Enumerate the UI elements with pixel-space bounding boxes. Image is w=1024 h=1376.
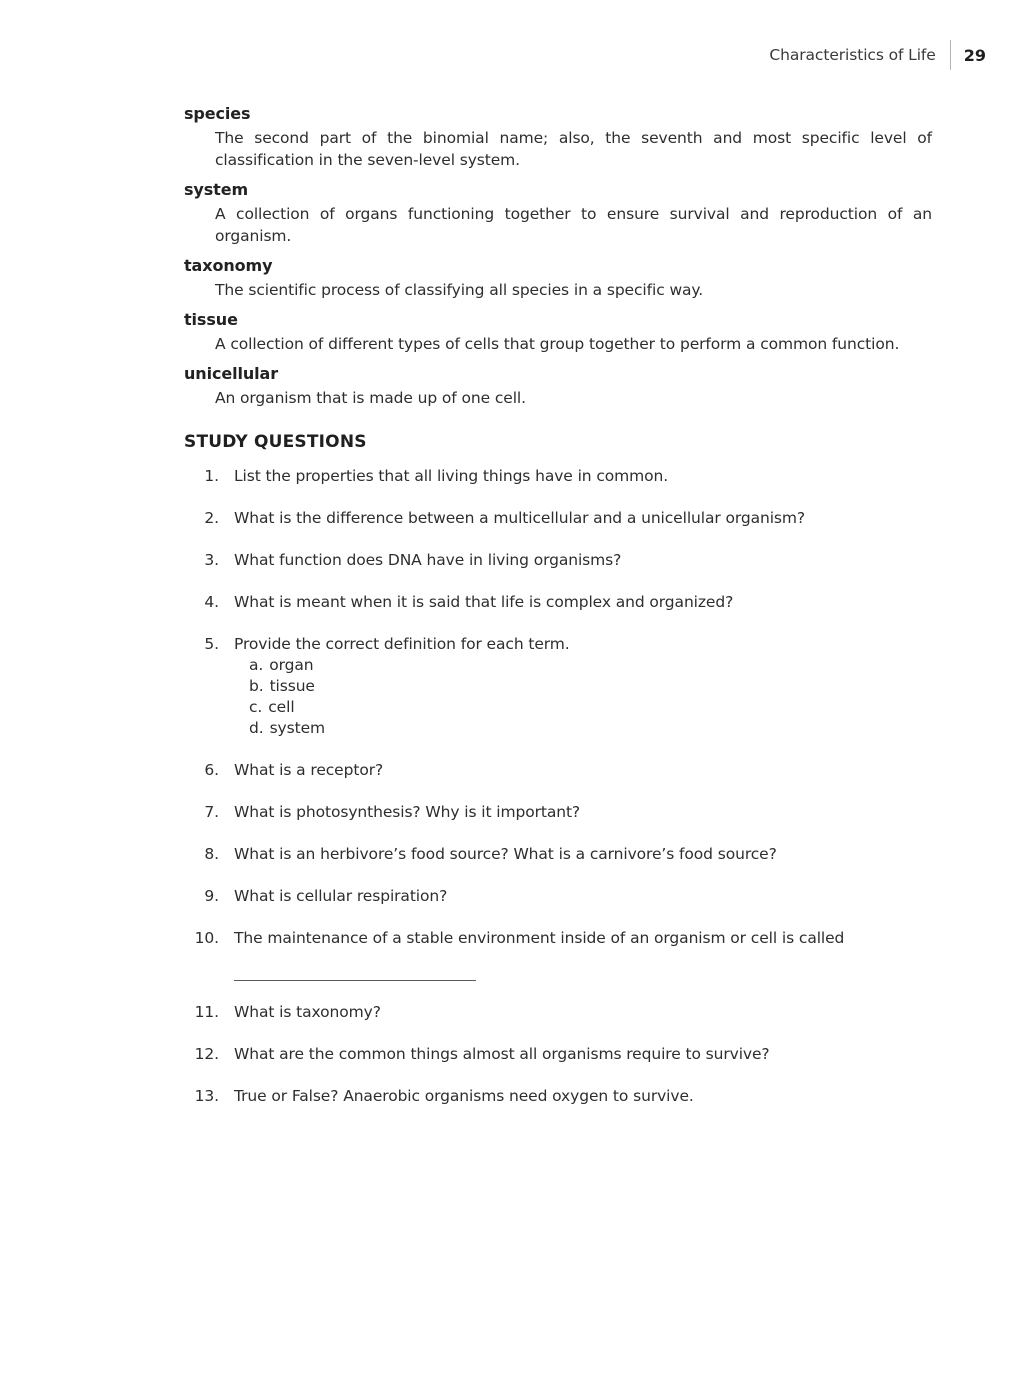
glossary-term: unicellular bbox=[184, 364, 279, 383]
question-number: 11. bbox=[194, 1003, 219, 1021]
glossary-definition: The second part of the binomial name; also, the seventh and most specific level of classification in the seven-level system. bbox=[215, 129, 932, 169]
question-text: What is photosynthesis? Why is it important? bbox=[234, 803, 581, 821]
sub-item bbox=[249, 655, 932, 676]
question-item bbox=[184, 507, 932, 529]
question-text: What is a receptor? bbox=[234, 761, 384, 779]
question-text-group bbox=[234, 927, 932, 981]
glossary-definition: A collection of organs functioning together to ensure survival and reproduction of an organism. bbox=[215, 205, 932, 245]
glossary-entry bbox=[184, 179, 932, 247]
question-text: Provide the correct definition for each term. bbox=[234, 635, 570, 653]
glossary-definition: A collection of different types of cells that group together to perform a common function. bbox=[215, 335, 900, 353]
page-content bbox=[184, 103, 932, 1127]
question-item bbox=[184, 549, 932, 571]
sub-item-text: cell bbox=[268, 698, 295, 716]
sub-item-label: a. bbox=[249, 656, 264, 674]
question-item bbox=[184, 465, 932, 487]
question-number: 9. bbox=[204, 887, 219, 905]
page-header bbox=[769, 40, 986, 70]
question-text-group bbox=[234, 633, 932, 739]
question-number: 8. bbox=[204, 845, 219, 863]
question-item bbox=[184, 1001, 932, 1023]
question-number: 13. bbox=[194, 1087, 219, 1105]
question-number: 4. bbox=[204, 593, 219, 611]
question-number: 1. bbox=[204, 467, 219, 485]
question-number: 7. bbox=[204, 803, 219, 821]
glossary-term: system bbox=[184, 180, 249, 199]
sub-item-text: tissue bbox=[269, 677, 315, 695]
question-item bbox=[184, 927, 932, 981]
question-text: What is an herbivore’s food source? What is a carnivore’s food source? bbox=[234, 845, 777, 863]
glossary-term: taxonomy bbox=[184, 256, 273, 275]
sub-item-text: organ bbox=[269, 656, 314, 674]
question-item bbox=[184, 843, 932, 865]
question-text: What is cellular respiration? bbox=[234, 887, 448, 905]
page-number: 29 bbox=[963, 45, 986, 65]
sub-item-text: system bbox=[269, 719, 326, 737]
sub-item-label: d. bbox=[249, 719, 264, 737]
question-number: 5. bbox=[204, 635, 219, 653]
glossary-entry bbox=[184, 309, 932, 355]
glossary-entry bbox=[184, 363, 932, 409]
chapter-title: Characteristics of Life bbox=[769, 46, 936, 64]
question-text: True or False? Anaerobic organisms need oxygen to survive. bbox=[234, 1087, 694, 1105]
question-number: 3. bbox=[204, 551, 219, 569]
glossary bbox=[184, 103, 932, 409]
question-number: 2. bbox=[204, 509, 219, 527]
question-item bbox=[184, 1043, 932, 1065]
study-questions-list bbox=[184, 465, 932, 1107]
glossary-entry bbox=[184, 255, 932, 301]
sub-item-label: b. bbox=[249, 677, 264, 695]
sub-item bbox=[249, 676, 932, 697]
question-sub-list bbox=[234, 655, 932, 739]
study-questions-heading: STUDY QUESTIONS bbox=[184, 432, 367, 452]
question-item bbox=[184, 1085, 932, 1107]
question-number: 12. bbox=[194, 1045, 219, 1063]
question-item bbox=[184, 801, 932, 823]
glossary-definition: An organism that is made up of one cell. bbox=[215, 389, 526, 407]
glossary-term: tissue bbox=[184, 310, 238, 329]
sub-item bbox=[249, 718, 932, 739]
question-text: What is meant when it is said that life is complex and organized? bbox=[234, 593, 734, 611]
question-text: What are the common things almost all organisms require to survive? bbox=[234, 1045, 770, 1063]
question-number: 6. bbox=[204, 761, 219, 779]
question-text: What function does DNA have in living organisms? bbox=[234, 551, 622, 569]
question-item bbox=[184, 591, 932, 613]
question-text: List the properties that all living things have in common. bbox=[234, 467, 669, 485]
sub-item bbox=[249, 697, 932, 718]
question-text: What is the difference between a multicellular and a unicellular organism? bbox=[234, 509, 806, 527]
header-divider bbox=[950, 40, 951, 70]
question-number: 10. bbox=[194, 929, 219, 947]
glossary-entry bbox=[184, 103, 932, 171]
question-text: The maintenance of a stable environment inside of an organism or cell is called bbox=[234, 929, 845, 947]
glossary-definition: The scientific process of classifying all species in a specific way. bbox=[215, 281, 704, 299]
answer-blank-line bbox=[234, 980, 476, 981]
question-item bbox=[184, 885, 932, 907]
question-item bbox=[184, 759, 932, 781]
question-item bbox=[184, 633, 932, 739]
glossary-term: species bbox=[184, 104, 251, 123]
question-text: What is taxonomy? bbox=[234, 1003, 381, 1021]
sub-item-label: c. bbox=[249, 698, 263, 716]
